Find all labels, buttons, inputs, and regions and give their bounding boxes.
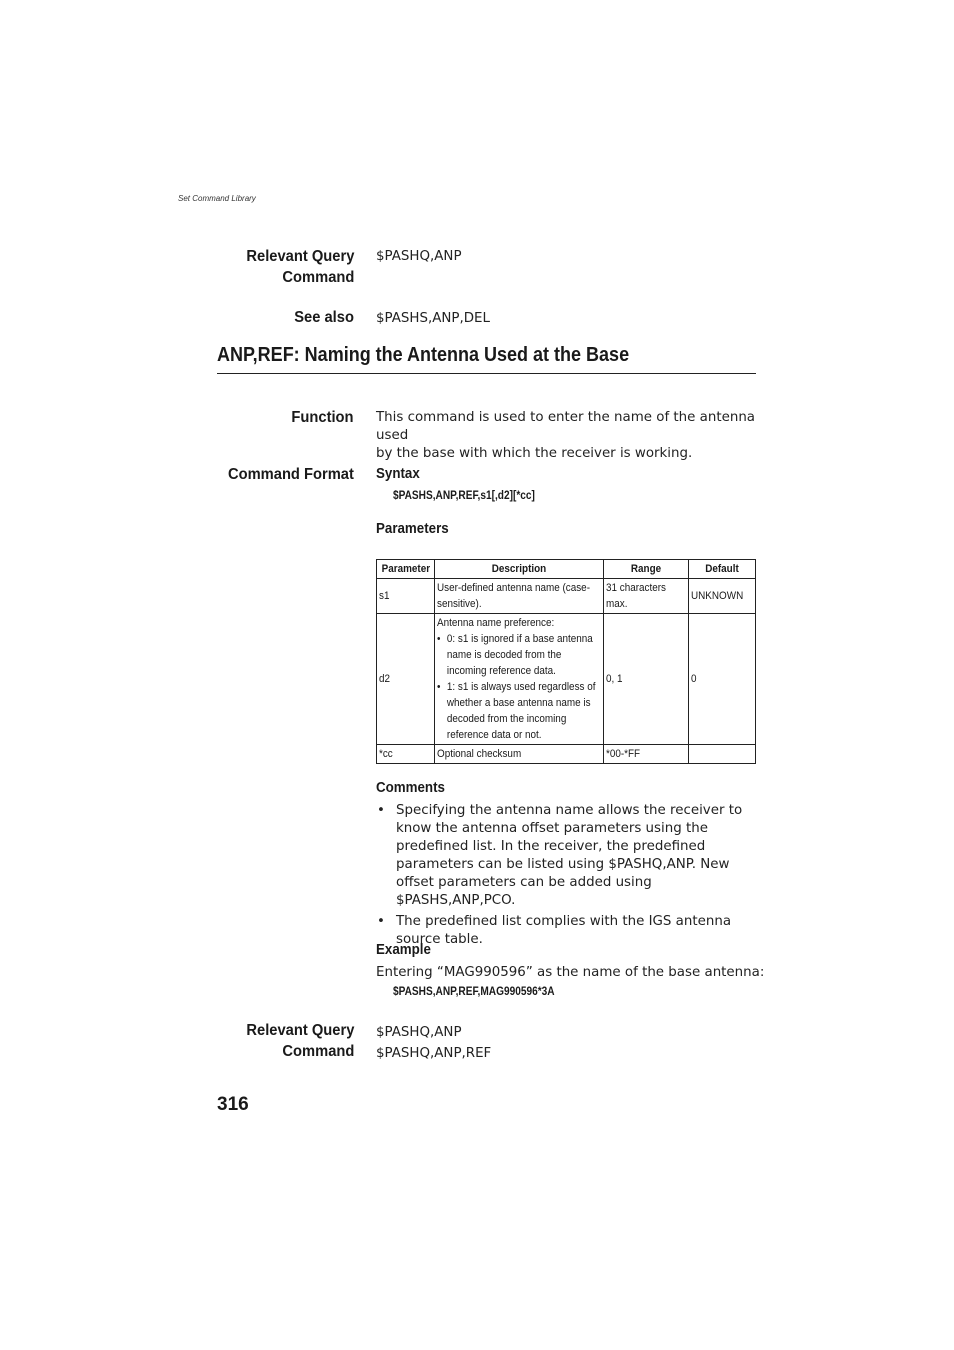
relevant-query-values: $PASHQ,ANP $PASHQ,ANP,REF	[376, 1025, 492, 1061]
cell-default: UNKNOWN	[689, 579, 756, 614]
cell-param: s1	[377, 579, 435, 614]
example-heading: Example	[376, 942, 431, 958]
example-command: $PASHS,ANP,REF,MAG990596*3A	[393, 986, 555, 998]
function-label: Function	[291, 409, 354, 426]
preference-list	[437, 631, 601, 743]
section-title: ANP,REF: Naming the Antenna Used at the Base	[217, 344, 630, 366]
table-header-row	[377, 560, 756, 579]
function-text: This command is used to enter the name of the antenna used by the base with which the receiver is working.	[376, 410, 756, 461]
list-item: • 1: s1 is always used regardless of whether a base antenna name is decoded from the incoming reference data or not.	[437, 679, 601, 743]
relevant-query-label: Relevant Query Command	[246, 1022, 354, 1060]
relevant-query-label: Relevant Query Command	[246, 248, 354, 286]
parameters-table	[376, 559, 756, 764]
comments-heading: Comments	[376, 780, 445, 796]
cell-range: 31 characters max.	[604, 579, 689, 614]
header-range: Range	[604, 560, 689, 579]
header-default: Default	[689, 560, 756, 579]
comments-list	[376, 802, 756, 952]
syntax-command: $PASHS,ANP,REF,s1[,d2][*cc]	[393, 490, 535, 502]
cell-param: d2	[377, 614, 435, 745]
cell-range: *00-*FF	[604, 745, 689, 764]
example-text: Entering “MAG990596” as the name of the base antenna:	[376, 965, 765, 980]
list-item: • Specifying the antenna name allows the receiver to know the antenna offset parameters using the predefined list. In the receiver, the predefined parameters can be listed using $PASHQ,ANP. New offset parameters can be added using $PASHS,ANP,PCO.	[376, 802, 756, 910]
list-item: • The predefined list complies with the IGS antenna source table.	[376, 913, 756, 949]
cell-desc: User-defined antenna name (case-sensitive).	[435, 579, 604, 614]
cell-param: *cc	[377, 745, 435, 764]
see-also-label: See also	[294, 309, 354, 326]
page-number: 316	[217, 1094, 249, 1115]
command-format-label: Command Format	[228, 466, 354, 483]
cell-range: 0, 1	[604, 614, 689, 745]
relevant-query-value: $PASHQ,ANP	[376, 249, 462, 264]
cell-desc: Optional checksum	[435, 745, 604, 764]
cell-desc: Antenna name preference: • 0: s1 is ignored if a base antenna name is decoded from the incoming reference data. • 1: s1 is always used regardless of whether a base antenna name is decoded from the incoming reference data or not.	[435, 614, 604, 745]
see-also-value: $PASHS,ANP,DEL	[376, 311, 490, 326]
list-item: • 0: s1 is ignored if a base antenna name is decoded from the incoming reference data.	[437, 631, 601, 679]
table-row	[377, 614, 756, 745]
table-row	[377, 579, 756, 614]
table-row	[377, 745, 756, 764]
syntax-heading: Syntax	[376, 466, 420, 482]
cell-default	[689, 745, 756, 764]
running-head: Set Command Library	[178, 194, 256, 203]
header-parameter: Parameter	[377, 560, 435, 579]
parameters-heading: Parameters	[376, 521, 449, 537]
header-description: Description	[435, 560, 604, 579]
title-rule	[217, 373, 756, 374]
cell-default: 0	[689, 614, 756, 745]
